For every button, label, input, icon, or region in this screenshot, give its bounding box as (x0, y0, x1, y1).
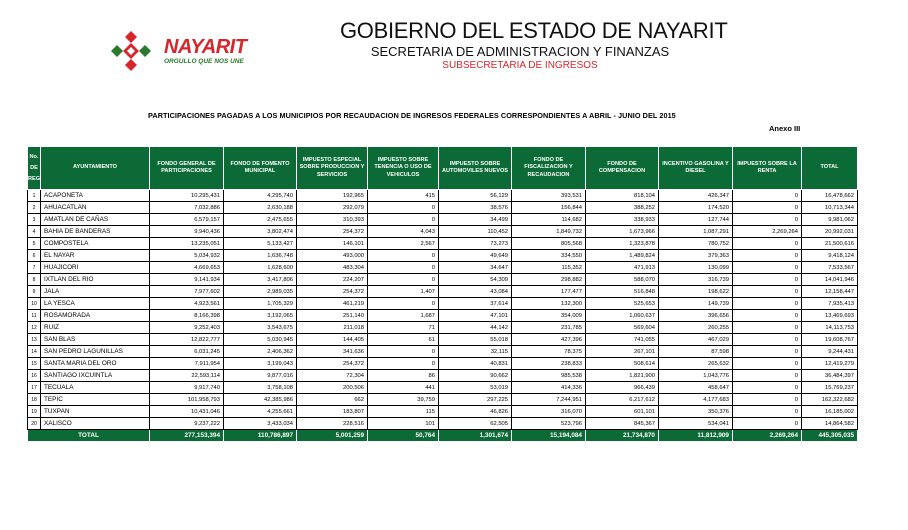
cell-ieps: 251,140 (297, 310, 368, 322)
cell-auto: 62,505 (439, 418, 512, 430)
row-number: 16 (28, 370, 41, 382)
cell-comp: 1,489,824 (586, 250, 659, 262)
total-ff: 110,786,897 (224, 430, 297, 442)
cell-ff: 5,133,427 (224, 238, 297, 250)
logo-wordmark: NAYARIT (164, 36, 247, 58)
cell-total: 162,322,682 (802, 394, 858, 406)
cell-fis: 114,682 (512, 214, 586, 226)
cell-ten: 0 (368, 358, 439, 370)
cell-ff: 3,192,065 (224, 310, 297, 322)
total-auto: 1,301,674 (439, 430, 512, 442)
municipality-name: LA YESCA (41, 298, 150, 310)
cell-fg: 7,977,602 (150, 286, 224, 298)
cell-comp: 516,848 (586, 286, 659, 298)
cell-fis: 156,844 (512, 202, 586, 214)
cell-ieps: 144,405 (297, 334, 368, 346)
cell-isr: 0 (733, 202, 802, 214)
document-title: PARTICIPACIONES PAGADAS A LOS MUNICIPIOS POR RECAUDACION DE INGRESOS FEDERALES CORRESPONDIENTES A ABRIL - JUNIO DEL 2015 (148, 111, 676, 120)
row-number: 15 (28, 358, 41, 370)
cell-fis: 354,009 (512, 310, 586, 322)
municipality-name: COMPOSTELA (41, 238, 150, 250)
row-number: 12 (28, 322, 41, 334)
row-number: 2 (28, 202, 41, 214)
totals-row (28, 430, 858, 442)
cell-isr: 0 (733, 286, 802, 298)
total-fg: 277,153,394 (150, 430, 224, 442)
row-number: 14 (28, 346, 41, 358)
cell-fis: 231,785 (512, 322, 586, 334)
cell-ff: 2,630,188 (224, 202, 297, 214)
cell-isr: 0 (733, 274, 802, 286)
cell-total: 15,769,237 (802, 382, 858, 394)
cell-fg: 5,034,932 (150, 250, 224, 262)
cell-ten: 71 (368, 322, 439, 334)
cell-auto: 56,129 (439, 190, 512, 202)
cell-comp: 338,933 (586, 214, 659, 226)
col-header-isr: IMPUESTO SOBRE LA RENTA (733, 147, 802, 190)
cell-auto: 49,649 (439, 250, 512, 262)
table-row (28, 298, 858, 310)
cell-isr: 0 (733, 262, 802, 274)
cell-total: 16,185,002 (802, 406, 858, 418)
cell-fis: 132,300 (512, 298, 586, 310)
row-number: 10 (28, 298, 41, 310)
cell-isr: 0 (733, 394, 802, 406)
cell-fg: 9,237,222 (150, 418, 224, 430)
cell-ten: 0 (368, 346, 439, 358)
cell-fis: 298,882 (512, 274, 586, 286)
cell-ten: 1,687 (368, 310, 439, 322)
cell-fg: 101,958,793 (150, 394, 224, 406)
cell-comp: 1,821,900 (586, 370, 659, 382)
cell-comp: 845,367 (586, 418, 659, 430)
cell-ieps: 254,372 (297, 226, 368, 238)
cell-ieps: 146,101 (297, 238, 368, 250)
municipality-name: EL NAYAR (41, 250, 150, 262)
cell-ieps: 254,372 (297, 286, 368, 298)
cell-ten: 415 (368, 190, 439, 202)
col-header-automoviles: IMPUESTO SOBRE AUTOMOVILES NUEVOS (439, 147, 512, 190)
municipality-name: SAN PEDRO LAGUNILLAS (41, 346, 150, 358)
cell-ieps: 224,207 (297, 274, 368, 286)
cell-fg: 22,593,114 (150, 370, 224, 382)
cell-fis: 427,396 (512, 334, 586, 346)
cell-fis: 1,849,732 (512, 226, 586, 238)
cell-fis: 78,375 (512, 346, 586, 358)
cell-gas: 426,347 (659, 190, 733, 202)
cell-ten: 0 (368, 262, 439, 274)
table-row (28, 322, 858, 334)
cell-total: 7,533,567 (802, 262, 858, 274)
cell-isr: 0 (733, 238, 802, 250)
row-number: 6 (28, 250, 41, 262)
cell-fg: 6,579,157 (150, 214, 224, 226)
table-row (28, 370, 858, 382)
col-header-tenencia: IMPUESTO SOBRE TENENCIA O USO DE VEHICULOS (368, 147, 439, 190)
cell-ten: 0 (368, 214, 439, 226)
cell-auto: 47,101 (439, 310, 512, 322)
cell-ieps: 483,304 (297, 262, 368, 274)
nayarit-logo (104, 16, 264, 66)
cell-ff: 1,636,748 (224, 250, 297, 262)
cell-isr: 0 (733, 418, 802, 430)
cell-total: 12,158,447 (802, 286, 858, 298)
cell-fis: 985,538 (512, 370, 586, 382)
cell-ff: 1,705,329 (224, 298, 297, 310)
municipality-name: ACAPONETA (41, 190, 150, 202)
cell-fis: 115,352 (512, 262, 586, 274)
cell-total: 13,469,693 (802, 310, 858, 322)
cell-isr: 0 (733, 250, 802, 262)
cell-gas: 198,622 (659, 286, 733, 298)
cell-gas: 4,177,683 (659, 394, 733, 406)
cell-total: 10,713,344 (802, 202, 858, 214)
col-header-total: TOTAL (802, 147, 858, 190)
cell-gas: 534,041 (659, 418, 733, 430)
table-row (28, 346, 858, 358)
municipality-name: BAHIA DE BANDERAS (41, 226, 150, 238)
cell-isr: 2,269,264 (733, 226, 802, 238)
table-row (28, 418, 858, 430)
cell-ff: 3,199,043 (224, 358, 297, 370)
municipality-name: AHUACATLAN (41, 202, 150, 214)
cell-ff: 4,255,661 (224, 406, 297, 418)
cell-ff: 9,877,016 (224, 370, 297, 382)
total-ten: 50,764 (368, 430, 439, 442)
table-row (28, 226, 858, 238)
col-header-fondo-fomento: FONDO DE FOMENTO MUNICIPAL (224, 147, 297, 190)
cell-ieps: 211,018 (297, 322, 368, 334)
municipality-name: XALISCO (41, 418, 150, 430)
row-number: 11 (28, 310, 41, 322)
cell-ten: 0 (368, 298, 439, 310)
cell-fg: 4,669,653 (150, 262, 224, 274)
cell-ff: 3,417,806 (224, 274, 297, 286)
government-title: GOBIERNO DEL ESTADO DE NAYARIT (340, 18, 728, 43)
cell-fg: 9,141,934 (150, 274, 224, 286)
cell-comp: 267,101 (586, 346, 659, 358)
cell-gas: 87,598 (659, 346, 733, 358)
cell-ten: 441 (368, 382, 439, 394)
cell-comp: 471,913 (586, 262, 659, 274)
cell-ieps: 493,000 (297, 250, 368, 262)
cell-total: 9,244,431 (802, 346, 858, 358)
cell-gas: 130,099 (659, 262, 733, 274)
cell-ten: 4,043 (368, 226, 439, 238)
cell-auto: 297,225 (439, 394, 512, 406)
table-row (28, 358, 858, 370)
cell-auto: 40,831 (439, 358, 512, 370)
cell-gas: 1,043,776 (659, 370, 733, 382)
annex-label: Anexo III (769, 124, 801, 133)
cell-total: 36,484,397 (802, 370, 858, 382)
cell-comp: 741,055 (586, 334, 659, 346)
row-number: 3 (28, 214, 41, 226)
cell-comp: 388,252 (586, 202, 659, 214)
cell-gas: 350,376 (659, 406, 733, 418)
cell-ieps: 183,807 (297, 406, 368, 418)
cell-ten: 101 (368, 418, 439, 430)
municipality-name: HUAJICORI (41, 262, 150, 274)
cell-fis: 523,796 (512, 418, 586, 430)
cell-ieps: 662 (297, 394, 368, 406)
cell-ff: 2,475,655 (224, 214, 297, 226)
cell-ieps: 341,636 (297, 346, 368, 358)
cell-comp: 1,673,966 (586, 226, 659, 238)
cell-ten: 115 (368, 406, 439, 418)
cell-fg: 8,166,398 (150, 310, 224, 322)
row-number: 4 (28, 226, 41, 238)
cell-auto: 46,826 (439, 406, 512, 418)
cell-gas: 265,632 (659, 358, 733, 370)
cell-total: 14,041,946 (802, 274, 858, 286)
cell-gas: 316,739 (659, 274, 733, 286)
table-row (28, 394, 858, 406)
cell-auto: 37,614 (439, 298, 512, 310)
cell-gas: 174,520 (659, 202, 733, 214)
cell-ff: 42,385,986 (224, 394, 297, 406)
municipality-name: TUXPAN (41, 406, 150, 418)
municipality-name: TECUALA (41, 382, 150, 394)
cell-ff: 4,295,740 (224, 190, 297, 202)
cell-ten: 39,759 (368, 394, 439, 406)
cell-auto: 110,452 (439, 226, 512, 238)
cell-auto: 32,115 (439, 346, 512, 358)
row-number: 19 (28, 406, 41, 418)
cell-comp: 818,104 (586, 190, 659, 202)
cell-isr: 0 (733, 382, 802, 394)
cell-auto: 44,142 (439, 322, 512, 334)
cell-total: 9,981,062 (802, 214, 858, 226)
cell-ieps: 200,506 (297, 382, 368, 394)
cell-fis: 316,070 (512, 406, 586, 418)
cell-fg: 13,235,051 (150, 238, 224, 250)
cell-fis: 7,244,951 (512, 394, 586, 406)
table-row (28, 202, 858, 214)
total-ieps: 5,001,259 (297, 430, 368, 442)
cell-comp: 508,614 (586, 358, 659, 370)
cell-ieps: 254,372 (297, 358, 368, 370)
cell-fis: 414,336 (512, 382, 586, 394)
cell-isr: 0 (733, 370, 802, 382)
cell-fis: 177,477 (512, 286, 586, 298)
row-number: 18 (28, 394, 41, 406)
cell-ieps: 228,516 (297, 418, 368, 430)
cell-ten: 0 (368, 250, 439, 262)
table-row (28, 262, 858, 274)
municipality-name: SAN BLAS (41, 334, 150, 346)
table-row (28, 274, 858, 286)
logo-tagline: ORGULLO QUE NOS UNE (164, 58, 244, 65)
cell-isr: 0 (733, 334, 802, 346)
subsecretariat-subtitle: SUBSECRETARIA DE INGRESOS (442, 60, 598, 71)
cell-ten: 86 (368, 370, 439, 382)
cell-fg: 4,923,561 (150, 298, 224, 310)
col-header-ayuntamiento: AYUNTAMIENTO (41, 147, 150, 190)
municipality-name: SANTA MARIA DEL ORO (41, 358, 150, 370)
municipality-name: ROSAMORADA (41, 310, 150, 322)
cell-fg: 10,431,046 (150, 406, 224, 418)
cell-isr: 0 (733, 298, 802, 310)
row-number: 9 (28, 286, 41, 298)
cell-gas: 149,739 (659, 298, 733, 310)
nayarit-emblem-icon (108, 28, 154, 74)
cell-fis: 334,550 (512, 250, 586, 262)
col-header-fondo-general: FONDO GENERAL DE PARTICIPACIONES (150, 147, 224, 190)
cell-comp: 6,217,612 (586, 394, 659, 406)
cell-ten: 2,567 (368, 238, 439, 250)
cell-ff: 3,802,474 (224, 226, 297, 238)
cell-gas: 260,255 (659, 322, 733, 334)
municipality-name: RUIZ (41, 322, 150, 334)
cell-comp: 601,101 (586, 406, 659, 418)
cell-isr: 0 (733, 214, 802, 226)
cell-ff: 2,989,035 (224, 286, 297, 298)
cell-isr: 0 (733, 406, 802, 418)
table-row (28, 382, 858, 394)
cell-auto: 38,576 (439, 202, 512, 214)
table-row (28, 286, 858, 298)
cell-ten: 1,407 (368, 286, 439, 298)
table-row (28, 190, 858, 202)
cell-ieps: 310,393 (297, 214, 368, 226)
cell-fg: 12,822,777 (150, 334, 224, 346)
cell-total: 16,478,662 (802, 190, 858, 202)
cell-fg: 9,917,740 (150, 382, 224, 394)
cell-comp: 1,060,637 (586, 310, 659, 322)
cell-ff: 5,030,945 (224, 334, 297, 346)
table-row (28, 310, 858, 322)
col-header-ieps: IMPUESTO ESPECIAL SOBRE PRODUCCION Y SERVICIOS (297, 147, 368, 190)
table-row (28, 334, 858, 346)
cell-ieps: 461,219 (297, 298, 368, 310)
cell-total: 14,113,753 (802, 322, 858, 334)
cell-fg: 7,032,886 (150, 202, 224, 214)
cell-auto: 34,647 (439, 262, 512, 274)
cell-isr: 0 (733, 322, 802, 334)
municipality-name: TEPIC (41, 394, 150, 406)
cell-fis: 805,568 (512, 238, 586, 250)
cell-auto: 90,662 (439, 370, 512, 382)
cell-fg: 9,940,436 (150, 226, 224, 238)
cell-ff: 2,406,362 (224, 346, 297, 358)
cell-gas: 467,029 (659, 334, 733, 346)
cell-isr: 0 (733, 190, 802, 202)
cell-auto: 55,018 (439, 334, 512, 346)
total-comp: 21,734,870 (586, 430, 659, 442)
col-header-gasolina: INCENTIVO GASOLINA Y DIESEL (659, 147, 733, 190)
cell-fg: 7,911,954 (150, 358, 224, 370)
cell-total: 14,864,582 (802, 418, 858, 430)
col-header-no-line2: DE (30, 164, 38, 171)
cell-comp: 525,653 (586, 298, 659, 310)
cell-isr: 0 (733, 346, 802, 358)
cell-ff: 1,628,600 (224, 262, 297, 274)
municipality-name: SANTIAGO IXCUINTLA (41, 370, 150, 382)
cell-fis: 238,833 (512, 358, 586, 370)
cell-ff: 3,543,675 (224, 322, 297, 334)
cell-auto: 73,273 (439, 238, 512, 250)
cell-auto: 53,019 (439, 382, 512, 394)
total-isr: 2,269,264 (733, 430, 802, 442)
row-number: 7 (28, 262, 41, 274)
row-number: 17 (28, 382, 41, 394)
cell-ten: 0 (368, 202, 439, 214)
total-gas: 11,812,909 (659, 430, 733, 442)
cell-fis: 393,531 (512, 190, 586, 202)
cell-isr: 0 (733, 310, 802, 322)
municipality-name: JALA (41, 286, 150, 298)
cell-total: 21,500,616 (802, 238, 858, 250)
col-header-no-line3: REG (28, 175, 41, 182)
row-number: 13 (28, 334, 41, 346)
cell-ieps: 292,079 (297, 202, 368, 214)
cell-gas: 127,744 (659, 214, 733, 226)
table-row (28, 250, 858, 262)
table-row (28, 406, 858, 418)
cell-ieps: 72,304 (297, 370, 368, 382)
total-total: 445,305,035 (802, 430, 858, 442)
secretariat-subtitle: SECRETARIA DE ADMINISTRACION Y FINANZAS (370, 44, 670, 59)
row-number: 5 (28, 238, 41, 250)
col-header-compensacion: FONDO DE COMPENSACION (586, 147, 659, 190)
col-header-fiscalizacion: FONDO DE FISCALIZACION Y RECAUDACION (512, 147, 586, 190)
cell-total: 7,935,413 (802, 298, 858, 310)
total-fis: 15,194,084 (512, 430, 586, 442)
cell-gas: 379,363 (659, 250, 733, 262)
table-header-row (28, 147, 858, 190)
table-row (28, 214, 858, 226)
cell-gas: 396,656 (659, 310, 733, 322)
cell-ten: 61 (368, 334, 439, 346)
cell-fg: 10,295,431 (150, 190, 224, 202)
cell-comp: 569,604 (586, 322, 659, 334)
cell-ten: 0 (368, 274, 439, 286)
cell-gas: 780,752 (659, 238, 733, 250)
row-number: 1 (28, 190, 41, 202)
cell-comp: 1,323,878 (586, 238, 659, 250)
row-number: 8 (28, 274, 41, 286)
cell-total: 9,418,124 (802, 250, 858, 262)
participations-table (27, 146, 858, 442)
cell-gas: 458,647 (659, 382, 733, 394)
col-header-no-line1: No. (29, 153, 39, 160)
cell-fg: 6,031,245 (150, 346, 224, 358)
cell-total: 19,608,767 (802, 334, 858, 346)
cell-fg: 9,252,403 (150, 322, 224, 334)
table-row (28, 238, 858, 250)
cell-ieps: 192,965 (297, 190, 368, 202)
cell-gas: 1,087,291 (659, 226, 733, 238)
municipality-name: IXTLAN DEL RIO (41, 274, 150, 286)
cell-ff: 3,433,034 (224, 418, 297, 430)
municipality-name: AMATLAN DE CAÑAS (41, 214, 150, 226)
row-number: 20 (28, 418, 41, 430)
cell-total: 20,992,031 (802, 226, 858, 238)
totals-label: TOTAL (28, 430, 150, 442)
cell-isr: 0 (733, 358, 802, 370)
cell-total: 12,419,279 (802, 358, 858, 370)
cell-comp: 588,070 (586, 274, 659, 286)
cell-auto: 34,499 (439, 214, 512, 226)
cell-auto: 43,084 (439, 286, 512, 298)
col-header-no (28, 147, 41, 190)
cell-auto: 54,309 (439, 274, 512, 286)
cell-ff: 3,758,108 (224, 382, 297, 394)
cell-comp: 966,439 (586, 382, 659, 394)
